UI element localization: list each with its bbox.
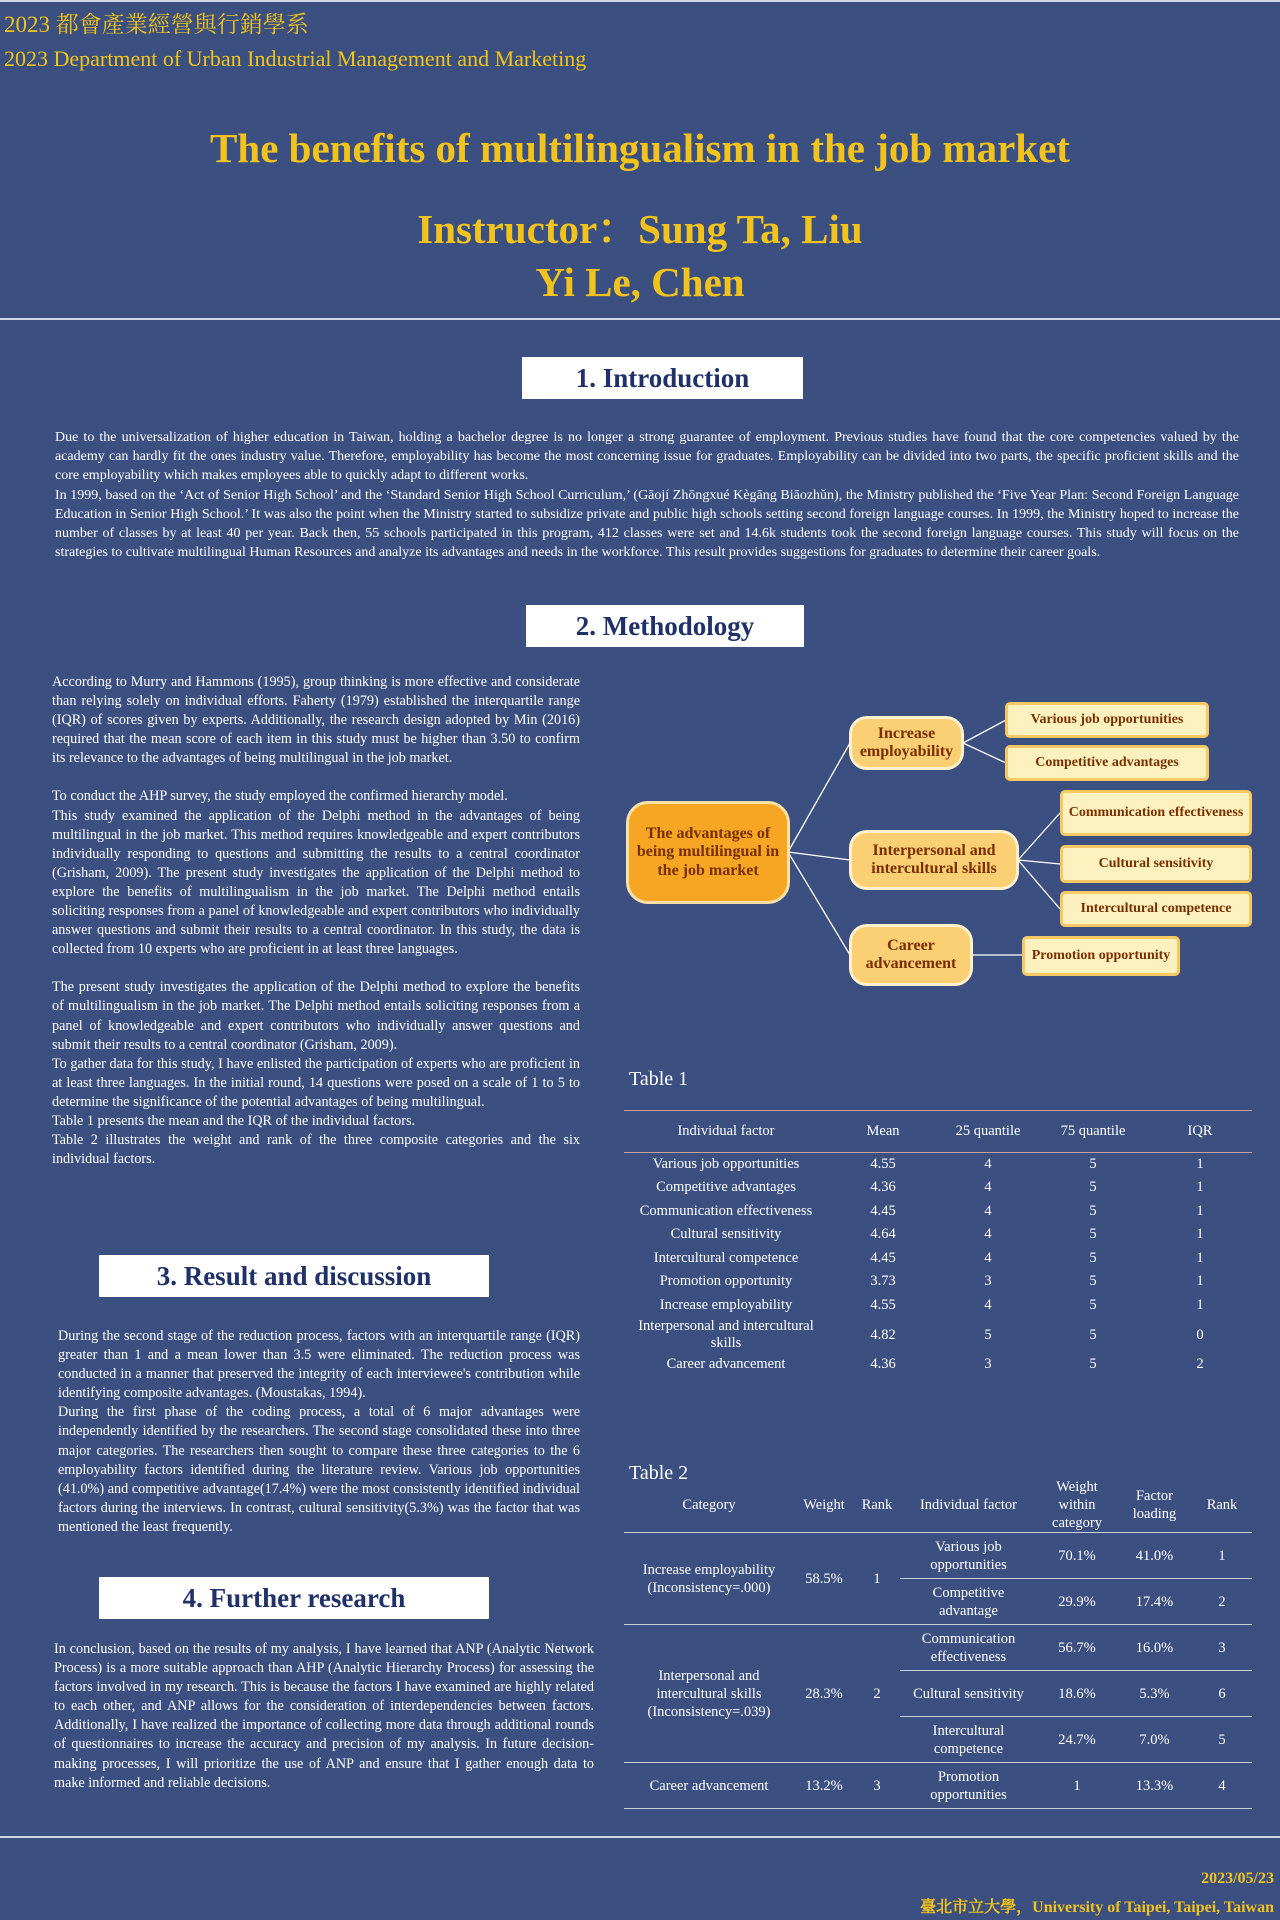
table2-cell: Competitive advantage xyxy=(900,1579,1037,1625)
methodology-paragraph-6: Table 1 presents the mean and the IQR of the individual factors. xyxy=(52,1112,416,1129)
table2-cell: 70.1% xyxy=(1037,1533,1117,1579)
table1-cell: 1 xyxy=(1196,1179,1204,1196)
table1-body xyxy=(624,1153,1252,1377)
table1-cell: Various job opportunities xyxy=(652,1156,800,1172)
further-paragraph-1: In conclusion, based on the results of my analysis, I have learned that ANP (Analytic Network Process) is a more suitable approach than AHP (Analytic Hierarchy Process) for assessing the factors involved in my research. This is because the factors I have examined are highly related to each other, and ANP allows for the consideration of interdependencies between factors. Additionally, I have realized the importance of collecting more data through additional rounds of questionnaires to increase the accuracy and precision of my analysis. In future decision-making processes, I will prioritize the use of ANP and ensure that I gather enough data to make informed and reliable decisions. xyxy=(54,1641,594,1791)
table1-cell: 4.55 xyxy=(870,1296,896,1313)
section-title-further-research: 4. Further research xyxy=(99,1577,489,1619)
table2-cell: 56.7% xyxy=(1037,1625,1117,1671)
diagram-leaf-communication-effectiveness: Communication effectiveness xyxy=(1060,790,1252,836)
table1-row xyxy=(624,1294,1252,1318)
table2-cell: 6 xyxy=(1192,1671,1252,1717)
table2-weight-cell: 28.3% xyxy=(794,1625,854,1763)
table2-header-cell: Individual factor xyxy=(900,1478,1037,1533)
table2-weight-cell: 58.5% xyxy=(794,1533,854,1625)
department-en: 2023 Department of Urban Industrial Management and Marketing xyxy=(4,46,587,71)
table2-header-cell: Rank xyxy=(1192,1478,1252,1533)
table1-cell: 4.45 xyxy=(870,1249,896,1266)
table2-category-cell: Increase employability (Inconsistency=.000) xyxy=(624,1533,794,1625)
table1-row xyxy=(624,1200,1252,1224)
section-title-methodology: 2. Methodology xyxy=(526,605,804,647)
connector-interpersonal-leaf5 xyxy=(1018,860,1060,909)
table2-cell: 5.3% xyxy=(1117,1671,1192,1717)
table1-caption: Table 1 xyxy=(629,1068,689,1090)
table1-cell: 1 xyxy=(1196,1296,1204,1313)
diagram-leaf-intercultural-competence: Intercultural competence xyxy=(1060,891,1252,927)
table1-row xyxy=(624,1317,1252,1353)
table1-cell: 5 xyxy=(1089,1249,1097,1266)
table1-cell: Cultural sensitivity xyxy=(670,1226,782,1243)
table2-cell: 13.3% xyxy=(1117,1763,1192,1809)
connector-interpersonal-leaf4 xyxy=(1018,860,1060,864)
methodology-paragraph-3: This study examined the application of the Delphi method in the advantages of being multilingual in the job market. This method requires knowledgeable and expert contributors individually responding to questions and submitting the results to a central coordinator (Grisham, 2009). The present study investigates the application of the Delphi method to explore the benefits of multilingualism in the job market. The Delphi method entails soliciting responses from a panel of knowledgeable and expert contributors who individually answer questions and submit their results to a central coordinator. In this study, the data is collected from 10 experts who are proficient in at least three languages. xyxy=(52,807,580,958)
further-research-text xyxy=(54,1640,594,1793)
table2-rank-cell: 1 xyxy=(854,1533,900,1625)
table1-cell: 2 xyxy=(1196,1356,1204,1373)
table1-cell: Increase employability xyxy=(659,1296,793,1313)
table1-cell: 4.36 xyxy=(870,1356,896,1373)
connector-root-career xyxy=(788,852,850,955)
table1-container xyxy=(624,1110,1252,1377)
table1-header-cell: 75 quantile xyxy=(1060,1123,1126,1139)
table1-cell: 1 xyxy=(1196,1249,1204,1266)
table1-cell: 5 xyxy=(1089,1202,1097,1219)
table2-body xyxy=(624,1533,1252,1809)
connector-root-employability xyxy=(788,743,850,852)
table1-cell: 3 xyxy=(984,1356,992,1373)
table1-cell: 4 xyxy=(984,1156,992,1172)
table1-cell: 4.45 xyxy=(870,1202,896,1219)
table2-cell: 18.6% xyxy=(1037,1671,1117,1717)
table2-cell: Communication effectiveness xyxy=(900,1625,1037,1671)
poster-title: The benefits of multilingualism in the job market xyxy=(210,125,1070,171)
table2-weight-cell: 13.2% xyxy=(794,1763,854,1809)
introduction-paragraph-2: In 1999, based on the ‘Act of Senior High School’ and the ‘Standard Senior High School Curriculum,’ (Gāojí Zhōngxué Kègāng Biāozhǔn), the Ministry published the ‘Five Year Plan: Second Foreign Language Education in Senior High School.’ It was also the point when the Ministry started to subsidize private and public high schools setting second foreign language courses. In 1999, the Ministry hoped to increase the number of classes by at least 40 per year. Back then, 55 schools participated in this program, 412 classes were set and 14.6k students took the second foreign language courses. This study will focus on the strategies to cultivate multilingual Human Resources and analyze its advantages and needs in the workforce. This result provides suggestions for graduates to determine their career goals. xyxy=(55,487,1239,561)
table1-row xyxy=(624,1247,1252,1271)
connector-employability-leaf1 xyxy=(963,720,1006,743)
methodology-paragraph-7: Table 2 illustrates the weight and rank of the three composite categories and the six individual factors. xyxy=(52,1132,580,1168)
table2-cell: 1 xyxy=(1037,1763,1117,1809)
diagram-leaf-competitive-advantages: Competitive advantages xyxy=(1005,745,1209,781)
table2-header-cell: Weight within category xyxy=(1037,1478,1117,1533)
table1-cell: 5 xyxy=(1089,1226,1097,1243)
methodology-paragraph-4: The present study investigates the application of the Delphi method to explore the benefits of multilingualism in the job market. The Delphi method entails soliciting responses from a panel of knowledgeable and expert contributors who individually answer questions and submit their results to a central coordinator (Grisham, 2009). xyxy=(52,979,580,1053)
table1-cell: 4 xyxy=(984,1249,992,1266)
table2-cell: 41.0% xyxy=(1117,1533,1192,1579)
table1-header-cell: 25 quantile xyxy=(955,1123,1021,1139)
table1-cell: 5 xyxy=(1089,1296,1097,1313)
table1-cell: Intercultural competence xyxy=(653,1249,799,1266)
table1-cell: 1 xyxy=(1196,1156,1204,1172)
footer-date: 2023/05/23 xyxy=(1201,1870,1274,1887)
table1-row xyxy=(624,1176,1252,1200)
footer-top-border xyxy=(0,1836,1280,1838)
methodology-paragraph-1: According to Murry and Hammons (1995), group thinking is more effective and considerate than relying solely on individual efforts. Faherty (1979) established the interquartile range (IQR) of scores given by experts. Additionally, the research design adopted by Min (2016) required that the mean score of each item in this study must be higher than 3.50 to confirm its relevance to the advantages of being multilingual in the job market. xyxy=(52,674,580,767)
table1-row xyxy=(624,1353,1252,1377)
table1-cell: 0 xyxy=(1196,1326,1204,1343)
table1-cell: 4 xyxy=(984,1202,992,1219)
table1-cell: 5 xyxy=(1089,1156,1097,1172)
table2-cell: 5 xyxy=(1192,1717,1252,1763)
diagram-node-career-advancement: Career advancement xyxy=(849,924,973,986)
table2-cell: Intercultural competence xyxy=(900,1717,1037,1763)
table2-rank-cell: 2 xyxy=(854,1625,900,1763)
table1-cell: 5 xyxy=(1089,1356,1097,1373)
table1-cell: 1 xyxy=(1196,1273,1204,1290)
table2-cell: Cultural sensitivity xyxy=(900,1671,1037,1717)
diagram-node-interpersonal-skills: Interpersonal and intercultural skills xyxy=(849,830,1019,890)
table2-cell: 2 xyxy=(1192,1579,1252,1625)
table2-header-row xyxy=(624,1478,1252,1533)
table1-cell: Career advancement xyxy=(666,1356,786,1373)
table1-cell: 4.55 xyxy=(870,1156,896,1172)
table1-cell: Communication effectiveness xyxy=(639,1202,813,1219)
table2-category-cell: Career advancement xyxy=(624,1763,794,1809)
table1-row xyxy=(624,1153,1252,1177)
table2-row xyxy=(624,1533,1252,1579)
table1-cell: 3.73 xyxy=(870,1273,896,1290)
methodology-paragraph-2: To conduct the AHP survey, the study employed the confirmed hierarchy model. xyxy=(52,788,508,805)
table1-cell: 5 xyxy=(1089,1326,1097,1343)
table1-cell: 5 xyxy=(984,1326,992,1343)
table2-header-cell: Category xyxy=(624,1478,794,1533)
table1 xyxy=(624,1110,1252,1377)
table1-cell: Competitive advantages xyxy=(656,1179,796,1196)
table2 xyxy=(624,1478,1252,1809)
footer-school: 臺北市立大學，University of Taipei, Taipei, Taiwan xyxy=(920,1899,1274,1916)
department-zh: 2023 都會產業經營與行銷學系 xyxy=(4,12,309,37)
table2-cell: Promotion opportunities xyxy=(900,1763,1037,1809)
diagram-leaf-promotion-opportunity: Promotion opportunity xyxy=(1022,936,1180,976)
table2-caption: Table 2 xyxy=(629,1462,689,1484)
section-title-introduction: 1. Introduction xyxy=(522,357,803,399)
table2-cell: 1 xyxy=(1192,1533,1252,1579)
result-text xyxy=(58,1327,580,1537)
table1-row xyxy=(624,1223,1252,1247)
introduction-paragraph-1: Due to the universalization of higher education in Taiwan, holding a bachelor degree is no longer a strong guarantee of employment. Previous studies have found that the core competencies valued by the academy can hardly fit the ones industry value. Therefore, employability has become the most concerning issue for graduates. Employability can be divided into two parts, the specific proficient skills and the core employability which makes employees able to quickly adapt to different works. xyxy=(55,430,1239,484)
table2-cell: 7.0% xyxy=(1117,1717,1192,1763)
connector-interpersonal-leaf3 xyxy=(1018,813,1060,860)
table1-cell: 4 xyxy=(984,1226,992,1243)
result-paragraph-1: During the second stage of the reduction process, factors with an interquartile range (IQR) greater than 1 and a mean lower than 3.5 were eliminated. The reduction process was conducted in a manner that preserved the integrity of each interviewee's contribution while identifying composite advantages. (Moustakas, 1994). xyxy=(58,1328,580,1402)
table2-header-cell: Factor loading xyxy=(1117,1478,1192,1533)
connector-employability-leaf2 xyxy=(963,743,1006,763)
table1-cell: 4.36 xyxy=(870,1179,896,1196)
result-paragraph-2: During the first phase of the coding process, a total of 6 major advantages were independently identified by the researchers. The second stage consolidated these into three major categories. The researchers then sought to compare these three categories to the 6 employability factors identified during the literature review. Various job opportunities (41.0%) and competitive advantage(17.4%) were the most consistently identified individual factors during the interviews. In contrast, cultural sensitivity(5.3%) was the factor that was mentioned the least frequently. xyxy=(58,1404,580,1535)
table2-header-cell: Weight xyxy=(794,1478,854,1533)
table1-cell: 4.64 xyxy=(870,1226,896,1243)
author-line: Yi Le, Chen xyxy=(535,259,745,305)
table1-cell: Promotion opportunity xyxy=(659,1273,793,1290)
table1-header-cell: Mean xyxy=(866,1123,900,1139)
instructor-line: Instructor：Sung Ta, Liu xyxy=(417,206,863,252)
table1-row xyxy=(624,1270,1252,1294)
table1-cell: Interpersonal and intercultural skills xyxy=(638,1318,814,1351)
table1-cell: 4.82 xyxy=(870,1326,896,1343)
methodology-paragraph-5: To gather data for this study, I have enlisted the participation of experts who are proficient in at least three languages. In the initial round, 14 questions were posed on a scale of 1 to 5 to determine the significance of the potential advantages of being multilingual. xyxy=(52,1055,580,1110)
table1-header-row xyxy=(624,1111,1252,1153)
table1-cell: 3 xyxy=(984,1273,992,1290)
connector-root-interpersonal xyxy=(788,852,850,860)
section-title-result: 3. Result and discussion xyxy=(99,1255,489,1297)
table2-cell: 3 xyxy=(1192,1625,1252,1671)
table2-category-cell: Interpersonal and intercultural skills (Inconsistency=.039) xyxy=(624,1625,794,1763)
table2-cell: 17.4% xyxy=(1117,1579,1192,1625)
table1-cell: 4 xyxy=(984,1179,992,1196)
diagram-leaf-various-job-opportunities: Various job opportunities xyxy=(1005,702,1209,738)
table1-cell: 5 xyxy=(1089,1179,1097,1196)
table1-header-cell: Individual factor xyxy=(677,1123,775,1139)
table2-rank-cell: 3 xyxy=(854,1763,900,1809)
table2-header-cell: Rank xyxy=(854,1478,900,1533)
table1-cell: 4 xyxy=(984,1296,992,1313)
table2-row xyxy=(624,1625,1252,1671)
diagram-leaf-cultural-sensitivity: Cultural sensitivity xyxy=(1060,845,1252,883)
table2-cell: 4 xyxy=(1192,1763,1252,1809)
table2-cell: 24.7% xyxy=(1037,1717,1117,1763)
diagram-node-increase-employability: Increase employability xyxy=(849,716,964,770)
table2-cell: 29.9% xyxy=(1037,1579,1117,1625)
table2-cell: Various job opportunities xyxy=(900,1533,1037,1579)
table2-row xyxy=(624,1763,1252,1809)
table2-container xyxy=(624,1478,1252,1809)
table1-cell: 1 xyxy=(1196,1202,1204,1219)
diagram-root-node: The advantages of being multilingual in the job market xyxy=(626,801,790,904)
table2-cell: 16.0% xyxy=(1117,1625,1192,1671)
table1-cell: 1 xyxy=(1196,1226,1204,1243)
table1-cell: 5 xyxy=(1089,1273,1097,1290)
table1-header-cell: IQR xyxy=(1187,1123,1213,1139)
